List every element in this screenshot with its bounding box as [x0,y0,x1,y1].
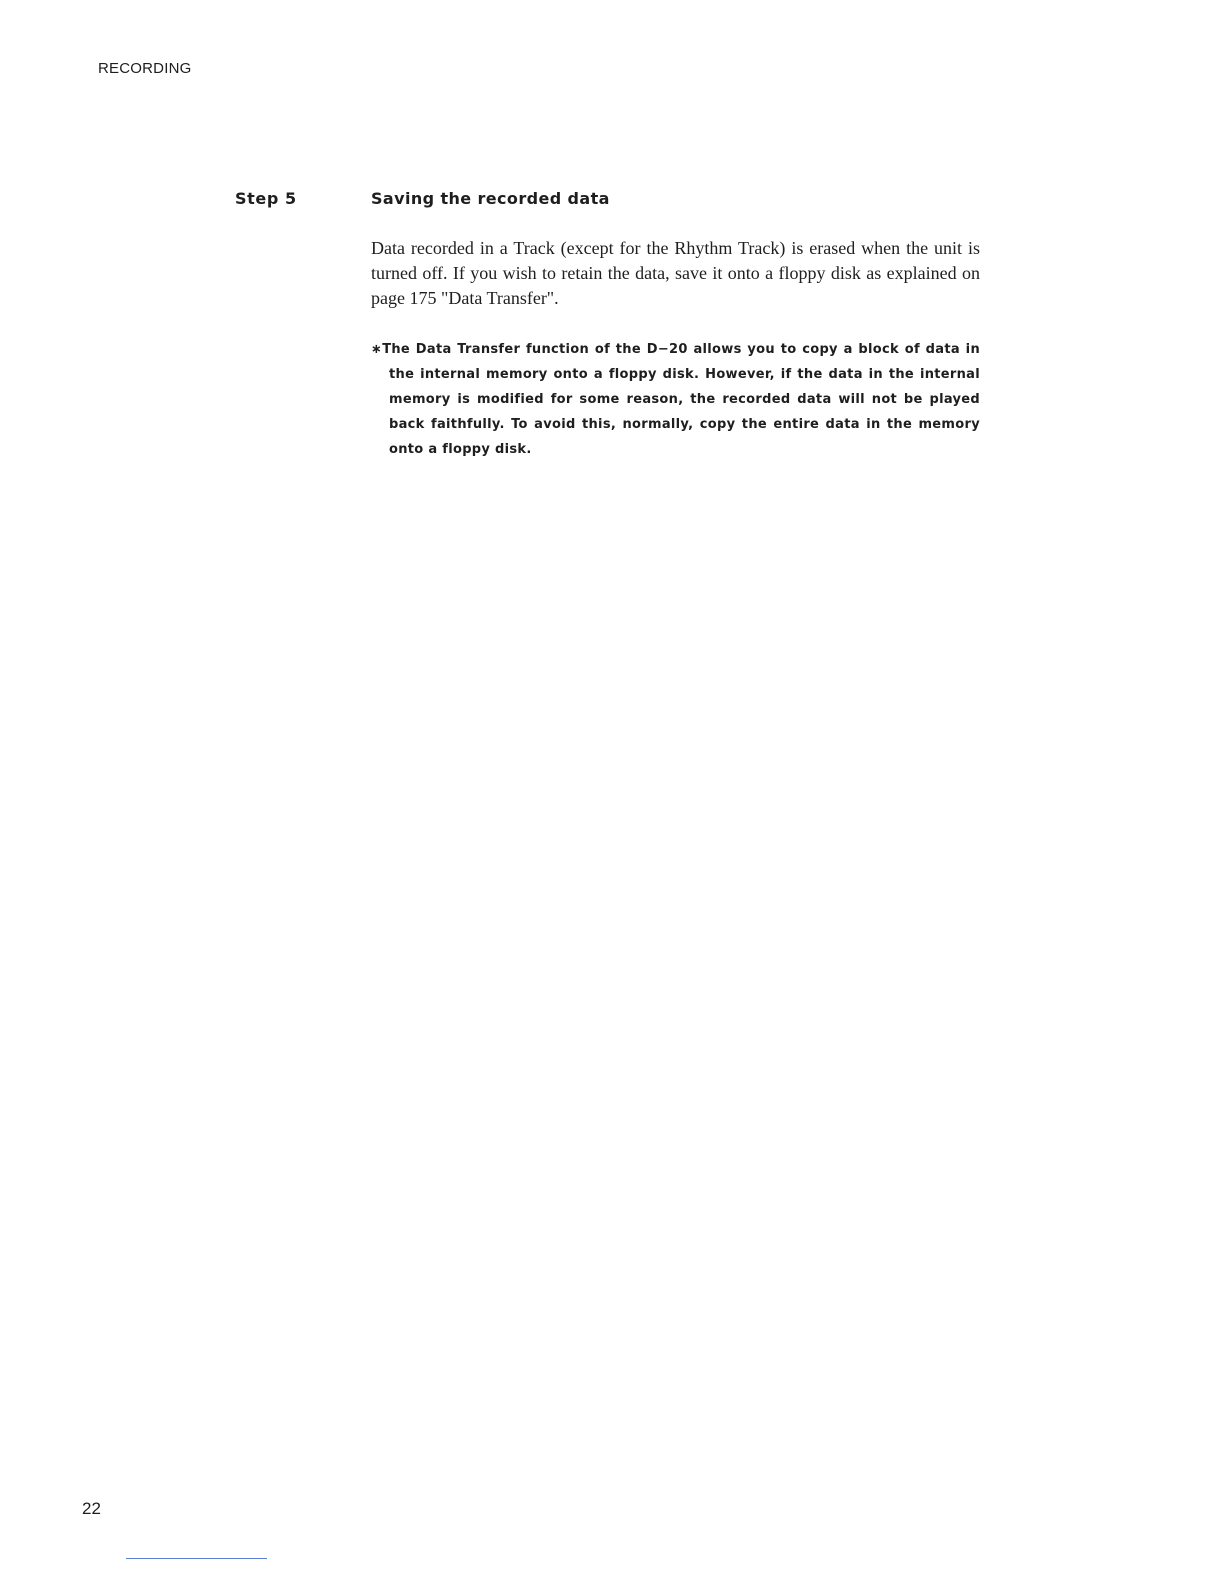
step-label: Step 5 [235,189,297,208]
running-header: RECORDING [98,60,192,77]
page-number: 22 [82,1499,101,1518]
step-title: Saving the recorded data [371,189,610,208]
note-paragraph: ∗The Data Transfer function of the D−20 allows you to copy a block of data in the internal memory onto a floppy disk. However, if the data in the internal memory is modified for some reason, the recorded data will not be played back faithfully. To avoid this, normally, copy the entire data in the memory onto a floppy disk. [371,342,980,457]
body-paragraph: Data recorded in a Track (except for the Rhythm Track) is erased when the unit is turned off. If you wish to retain the data, save it onto a floppy disk as explained on page 175 "Data Transfer". [371,238,980,308]
footer-rule [126,1558,267,1559]
